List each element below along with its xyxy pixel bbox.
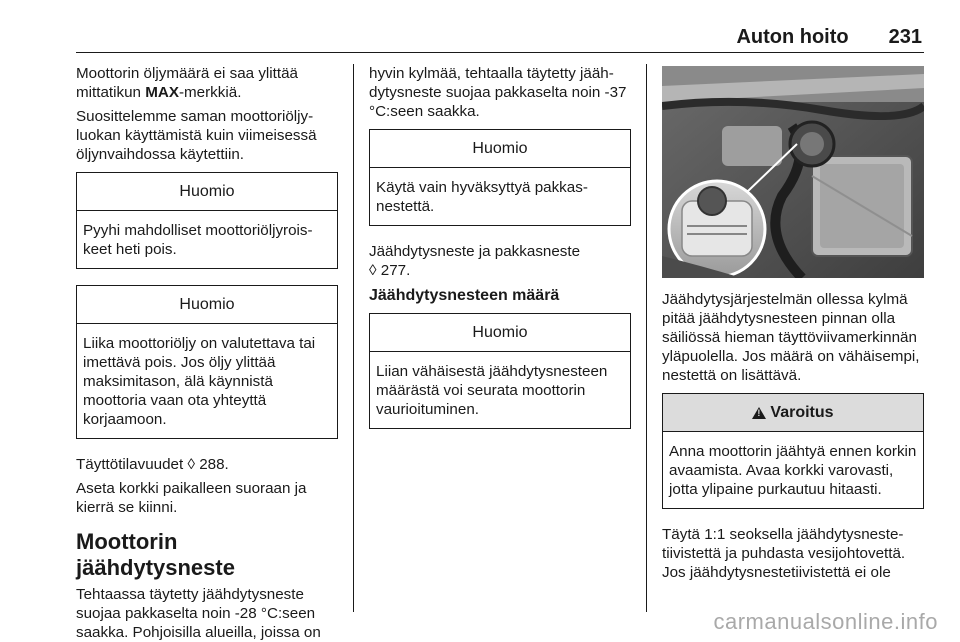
column-divider-2 — [646, 64, 647, 612]
oil-max-paragraph: Moottorin öljymäärä ei saa ylittää mittatikun MAX-merkkiä. — [76, 65, 299, 101]
antifreeze-ref-paragraph: Jäähdytysneste ja pakkasneste ◊ 277. — [369, 243, 581, 279]
warning-title-row — [663, 394, 923, 432]
coolant-reservoir-photo — [662, 66, 924, 278]
cap-paragraph: Aseta korkki paikalleen suoraan ja kierrä se kiinni. — [76, 480, 307, 516]
column-1 — [76, 64, 338, 642]
note-title: Huomio — [77, 286, 337, 324]
oil-class-paragraph: Suosittelemme saman moottoriöljyluokan käyttämistä kuin viimeisessä öljynvaihdossa käytettiin. — [76, 108, 317, 163]
column-2 — [369, 64, 631, 445]
page-number: 231 — [888, 26, 922, 48]
coolant-paragraph: Tehtaassa täytetty jäähdytysneste suojaa pakkaselta noin -28 °C:seen saakka. Pohjoisilla alueilla, joissa on — [76, 586, 321, 641]
note-body: Liian vähäisestä jäähdytysnesteen määrästä voi seurata moottorin vaurioituminen. — [376, 363, 608, 418]
note-box-low-coolant — [369, 313, 631, 429]
header-divider — [76, 52, 924, 53]
note-title: Huomio — [370, 314, 630, 352]
warning-body: Anna moottorin jäähtyä ennen korkin avaamista. Avaa korkki varovasti, jotta ylipaine purkautuu hitaasti. — [669, 443, 917, 498]
page-ref-link-277[interactable]: 277 — [380, 262, 407, 279]
note-body: Käytä vain hyväksyttyä pakkasnestettä. — [376, 179, 588, 215]
page-ref-icon: ◊ — [187, 456, 195, 473]
note-box-antifreeze — [369, 129, 631, 226]
section-heading-coolant: Moottorin jäähdytysneste — [76, 529, 235, 580]
capacities-paragraph: Täyttötilavuudet ◊ 288. — [76, 456, 229, 473]
subheading-coolant-level: Jäähdytysnesteen määrä — [369, 287, 560, 304]
warning-box — [662, 393, 924, 509]
page-ref-icon: ◊ — [369, 262, 377, 279]
fill-mixture-paragraph: Täytä 1:1 seoksella jäähdytysnestetiivistettä ja puhdasta vesijohtovettä. Jos jäähdytysnestetiivistettä ei ole — [662, 526, 906, 581]
column-divider-1 — [353, 64, 354, 612]
note-title: Huomio — [370, 130, 630, 168]
note-body: Pyyhi mahdolliset moottoriöljyroiskeet heti pois. — [83, 222, 313, 258]
warning-triangle-icon — [752, 407, 766, 419]
note-body: Liika moottoriöljy on valutettava tai imettävä pois. Jos öljy ylittää maksimitason, älä käynnistä moottoria vaan ota yhteyttä korjaamoon. — [83, 335, 316, 428]
engine-bay-illustration — [662, 66, 924, 278]
note-box-spill — [76, 172, 338, 269]
coolant-cont-paragraph: hyvin kylmää, tehtaalla täytetty jäähdytysneste suojaa pakkaselta noin -37 °C:seen saakka. — [369, 65, 627, 120]
max-mark: MAX — [145, 84, 179, 101]
page-ref-link-288[interactable]: 288 — [199, 456, 225, 473]
note-title: Huomio — [77, 173, 337, 211]
section-title: Auton hoito — [736, 26, 849, 48]
warning-title: Varoitus — [770, 404, 834, 421]
coolant-level-paragraph: Jäähdytysjärjestelmän ollessa kylmä pitää jäähdytysnesteen pinnan olla säiliössä hieman täyttöviivamerkinnän yläpuolella. Jos määrä on vähäisempi, nestettä on lisättävä. — [662, 291, 920, 384]
note-box-excess-oil — [76, 285, 338, 439]
column-3 — [662, 64, 924, 587]
watermark: carmanualsonline.info — [713, 609, 938, 634]
page-header — [736, 28, 922, 47]
